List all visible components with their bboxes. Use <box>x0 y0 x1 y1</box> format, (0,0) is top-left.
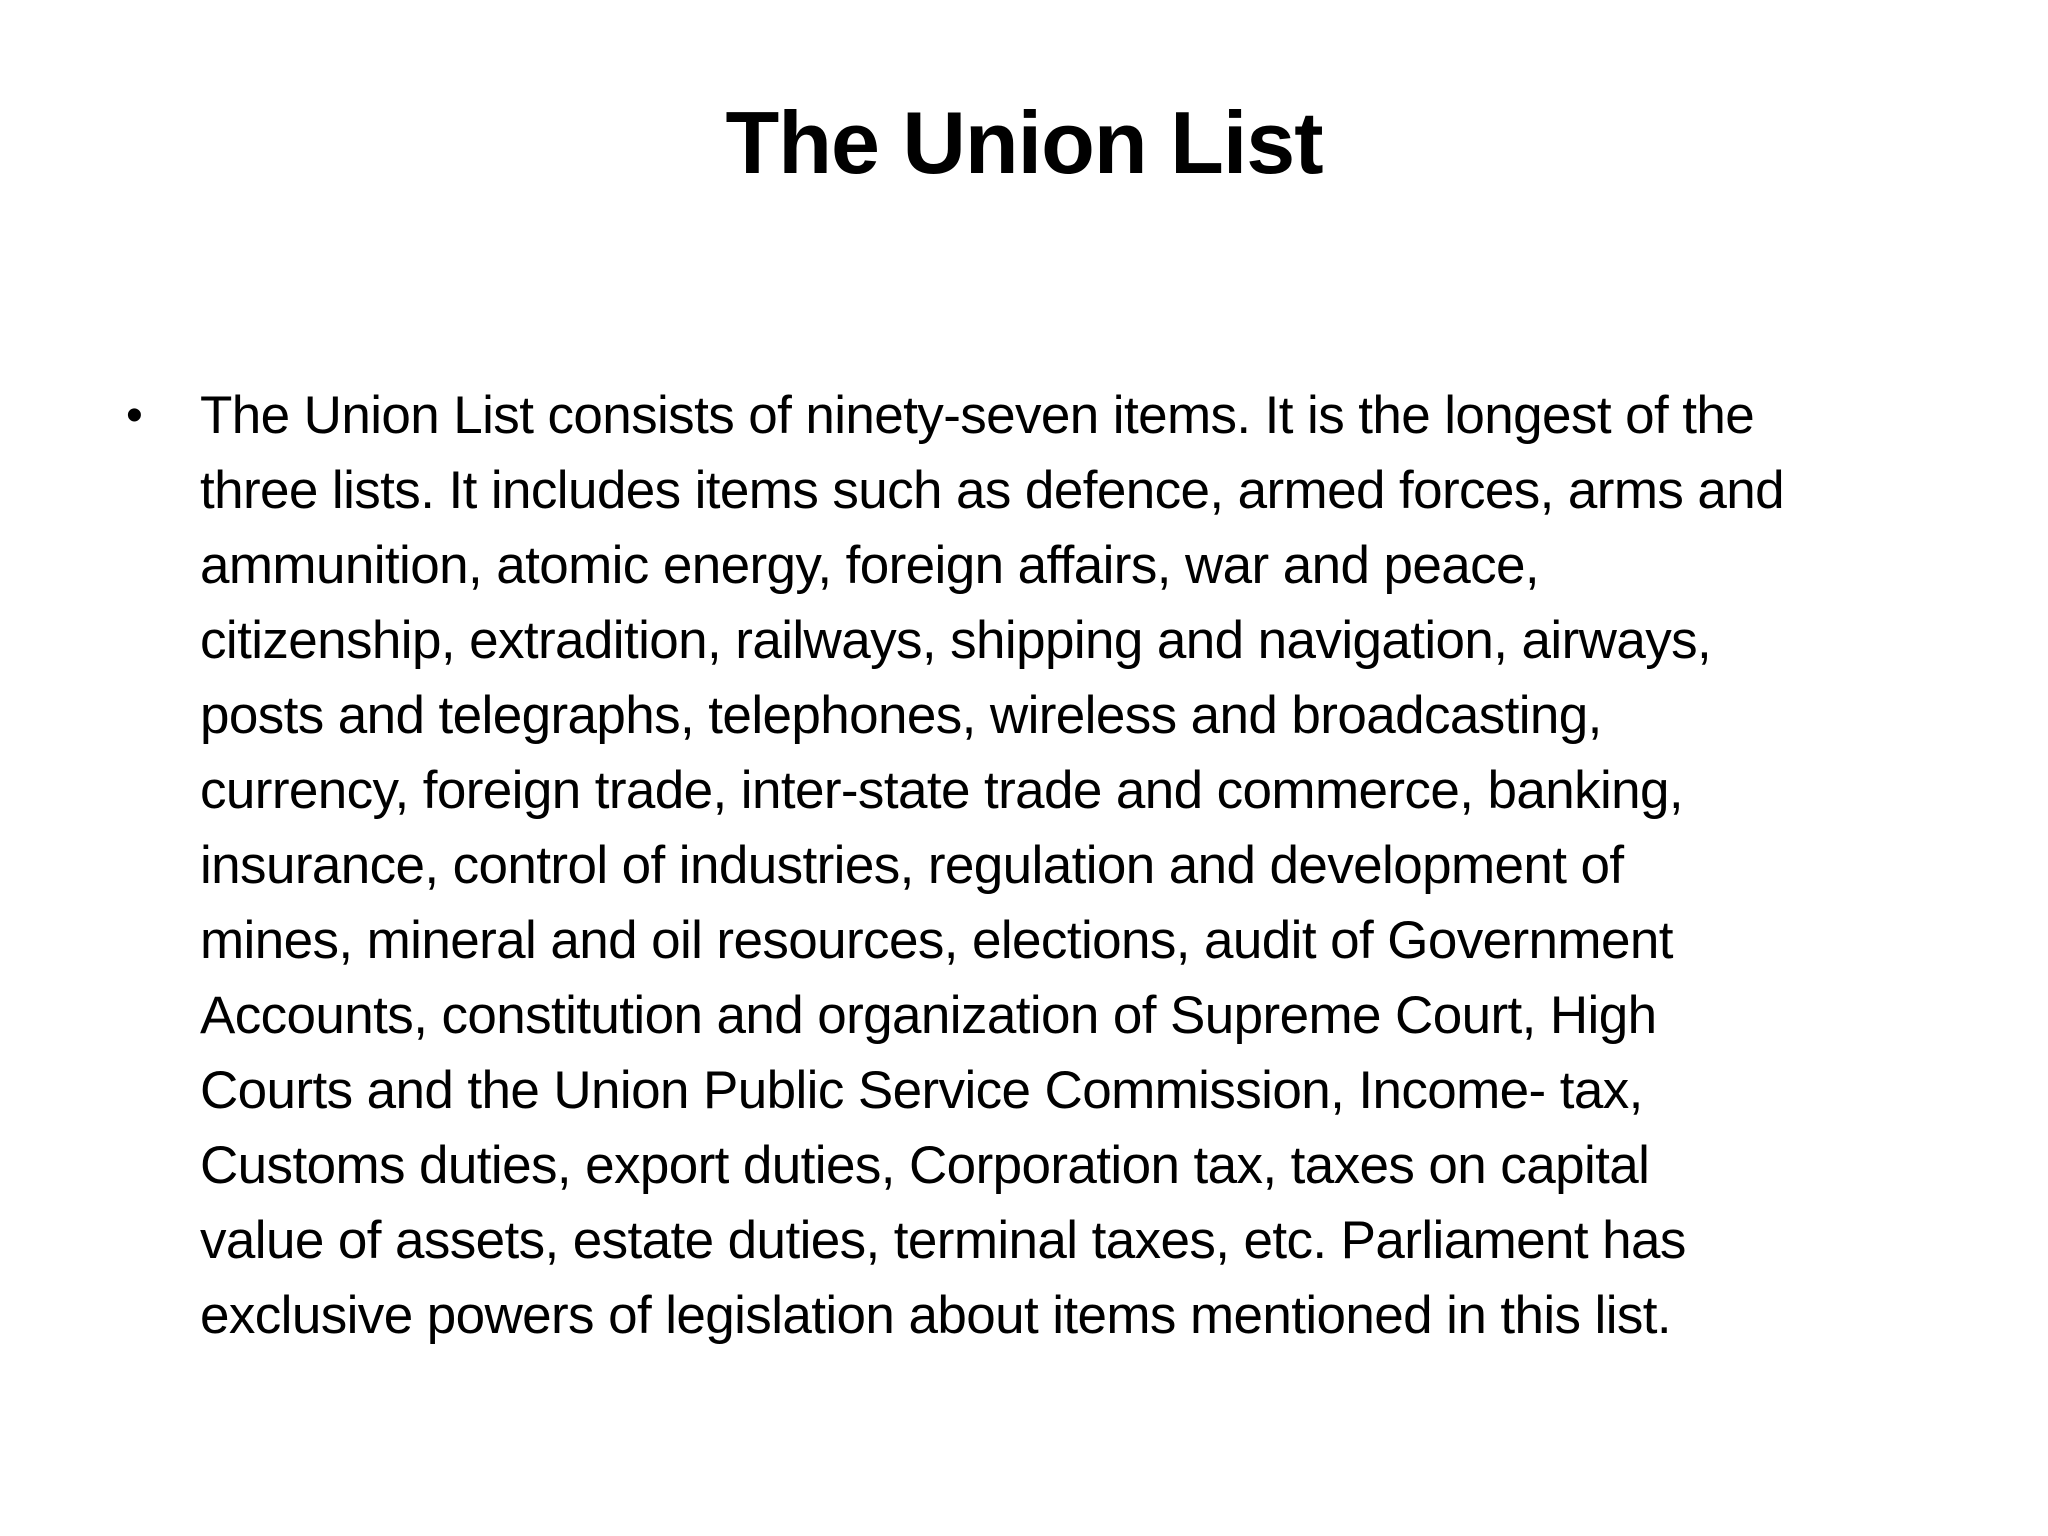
slide-title: The Union List <box>725 93 1323 192</box>
bullet-marker: • <box>126 389 143 442</box>
bullet-text: The Union List consists of ninety-seven items. It is the longest of the three lists. It includes items such as defence, armed forces, arms and ammunition, atomic energy, foreign affairs, war and peace, citizenship, extradition, railways, shipping and navigation, airways, posts and telegraphs, telephones, wireless and broadcasting, currency, foreign trade, inter-state trade and commerce, banking, insurance, control of industries, regulation and development of mines, mineral and oil resources, elections, audit of Government Accounts, constitution and organization of Supreme Court, High Courts and the Union Public Service Commission, Income- tax, Customs duties, export duties, Corporation tax, taxes on capital value of assets, estate duties, terminal taxes, etc. Parliament has exclusive powers of legislation about items mentioned in this list. <box>200 386 1785 1345</box>
bullet-item <box>120 378 1950 1353</box>
slide-content <box>120 378 1950 1353</box>
